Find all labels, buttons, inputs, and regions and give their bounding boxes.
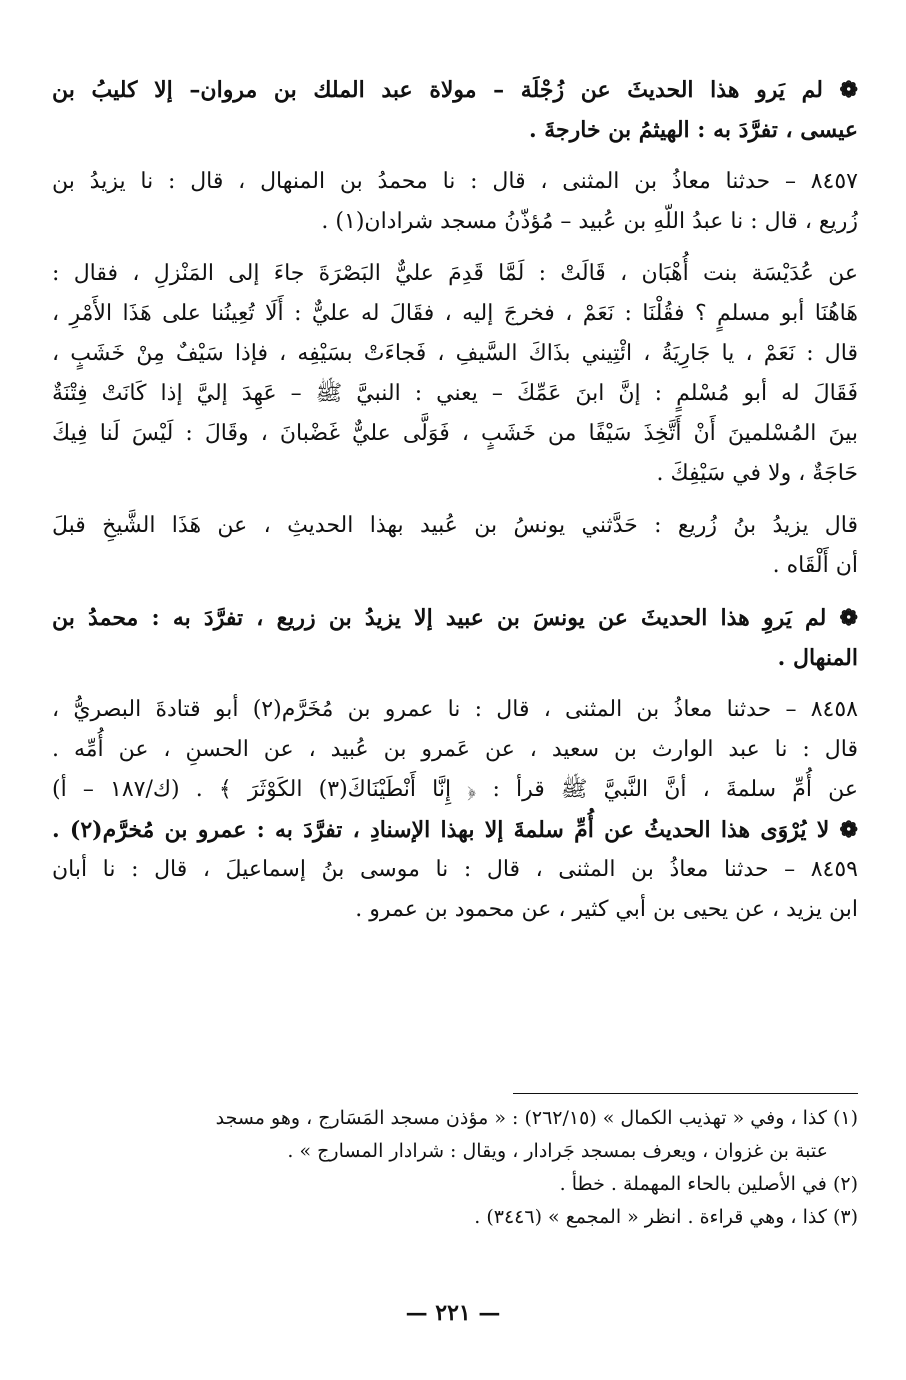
text-line: ❁ لم يَروِ هذا الحديثَ عن يونسَ بن عبيد إلا يزيدُ بن زريع ، تفرَّدَ به : محمدُ بن: [52, 605, 858, 631]
hadith-8457-text: [52, 254, 858, 494]
footnote-1: [52, 1102, 858, 1135]
text-line: عن عُدَيْسَة بنت أُهْبَان ، قَالَتْ : لَمَّا قَدِمَ عليٌّ البَصْرَةَ جاءَ إلى المَنْزلِ ، فقال :: [52, 261, 858, 286]
text-line: ابن يزيد ، عن يحيى بن أبي كثير ، عن محمود بن عمرو .: [355, 897, 858, 922]
footnote-text: كذا ، وهي قراءة . انظر « المجمع » (٣٤٤٦) .: [474, 1206, 827, 1228]
text-line: ❁ لم يَرو هذا الحديثَ عن زُجْلَة – مولاة عبد الملك بن مروان– إلا كليبُ بن: [52, 77, 858, 103]
hadith-8457-chain: [52, 162, 858, 242]
text-line: حَاجَةٌ ، ولا في سَيْفِكَ .: [656, 461, 858, 486]
text-line: عيسى ، تفرَّدَ به : الهيثمُ بن خارجةَ .: [528, 117, 858, 143]
footnote-text: كذا ، وفي « تهذيب الكمال » (٢٦٢/١٥) : « مؤذن مسجد المَسَارج ، وهو مسجد: [215, 1107, 827, 1129]
text-line: ٨٤٥٩ – حدثنا معاذُ بن المثنى ، قال : نا موسى بنُ إسماعيلَ ، قال : نا أبان: [52, 857, 858, 882]
paragraph-note-1: [52, 70, 858, 150]
footnote-1-continued: [52, 1135, 858, 1168]
footnote-number: (٣): [832, 1206, 858, 1228]
text-line: عن أُمِّ سلمةَ ، أنَّ النَّبيَّ ﷺ قرأ : ﴿ إِنَّا أَنْطَيْنَاكَ(٣) الكَوْثَرَ ﴾ . (ك/١٨٧ – أ): [52, 777, 859, 802]
footnotes: [52, 1102, 858, 1234]
text-line: بينَ المُسْلمينَ أَنْ أَتَّخِذَ سَيْفًا من خَشَبٍ ، فَوَلَّى عليٌّ غَضْبانَ ، وقَالَ : لَيْسَ لَنا فِيكَ: [52, 421, 858, 446]
footnote-2: [52, 1168, 858, 1201]
footnote-divider: [513, 1093, 858, 1094]
text-line: قال : نَعَمْ ، يا جَارِيَةُ ، ائْتِيني بذَاكَ السَّيفِ ، فَجاءَتْ بسَيْفِه ، فإذا سَيْفٌ مِنْ خَشَبٍ ،: [52, 341, 858, 366]
paragraph-note-2: [52, 598, 858, 678]
text-line: قال يزيدُ بنُ زُريع : حَدَّثني يونسُ بن عُبيد بهذا الحديثِ ، عن هَذَا الشَّيخِ قبلَ: [52, 513, 859, 538]
text-line: ٨٤٥٨ – حدثنا معاذُ بن المثنى ، قال : نا عمرو بن مُخَرَّم(٢) أبو قتادةَ البصريُّ ،: [52, 697, 858, 722]
text-line: ٨٤٥٧ – حدثنا معاذُ بن المثنى ، قال : نا محمدُ بن المنهال ، قال : نا يزيدُ بن: [52, 169, 858, 194]
text-line: أن أَلْقَاه .: [772, 553, 858, 578]
text-line: هَاهُنَا أبو مسلمٍ ؟ فقُلْنَا : نَعَمْ ، فخرجَ إليه ، فقَالَ له عليٌّ : أَلَا تُعِينُنا على هَذَا الأَمْرِ ،: [52, 301, 858, 326]
hadith-8457-addendum: [52, 506, 858, 586]
footnote-number: (٢): [832, 1173, 858, 1195]
page-number: — ٢٢١ —: [405, 1300, 501, 1326]
text-line: زُريع ، قال : نا عبدُ اللّهِ بن عُبيد – مُؤذّنُ مسجد شرادان(١) .: [321, 209, 858, 234]
footnote-text: عتبة بن غزوان ، ويعرف بمسجد جَرادار ، ويقال : شرادار المسارج » .: [287, 1140, 828, 1162]
text-line: قال : نا عبد الوارث بن سعيد ، عن عَمرو بن عُبيد ، عن الحسنِ ، عن أُمِّه .: [52, 737, 858, 762]
text-line: ❁ لا يُرْوَى هذا الحديثُ عن أُمِّ سلمةَ إلا بهذا الإسنادِ ، تفرَّدَ به : عمرو بن مُخرَّم(٢) .: [52, 817, 858, 843]
hadith-8459: [52, 850, 858, 930]
footnote-text: في الأصلين بالحاء المهملة . خطأ .: [559, 1173, 827, 1195]
text-line: المنهال .: [777, 645, 858, 671]
paragraph-note-3: [52, 810, 858, 850]
text-line: فَقَالَ له أبو مُسْلمٍ : إنَّ ابنَ عَمِّكَ – يعني : النبيَّ ﷺ – عَهِدَ إليَّ إذا كَانَتْ فِتْنَةٌ: [52, 381, 858, 406]
footnote-number: (١): [832, 1107, 858, 1129]
footnote-3: [52, 1201, 858, 1234]
hadith-8458: [52, 690, 858, 810]
